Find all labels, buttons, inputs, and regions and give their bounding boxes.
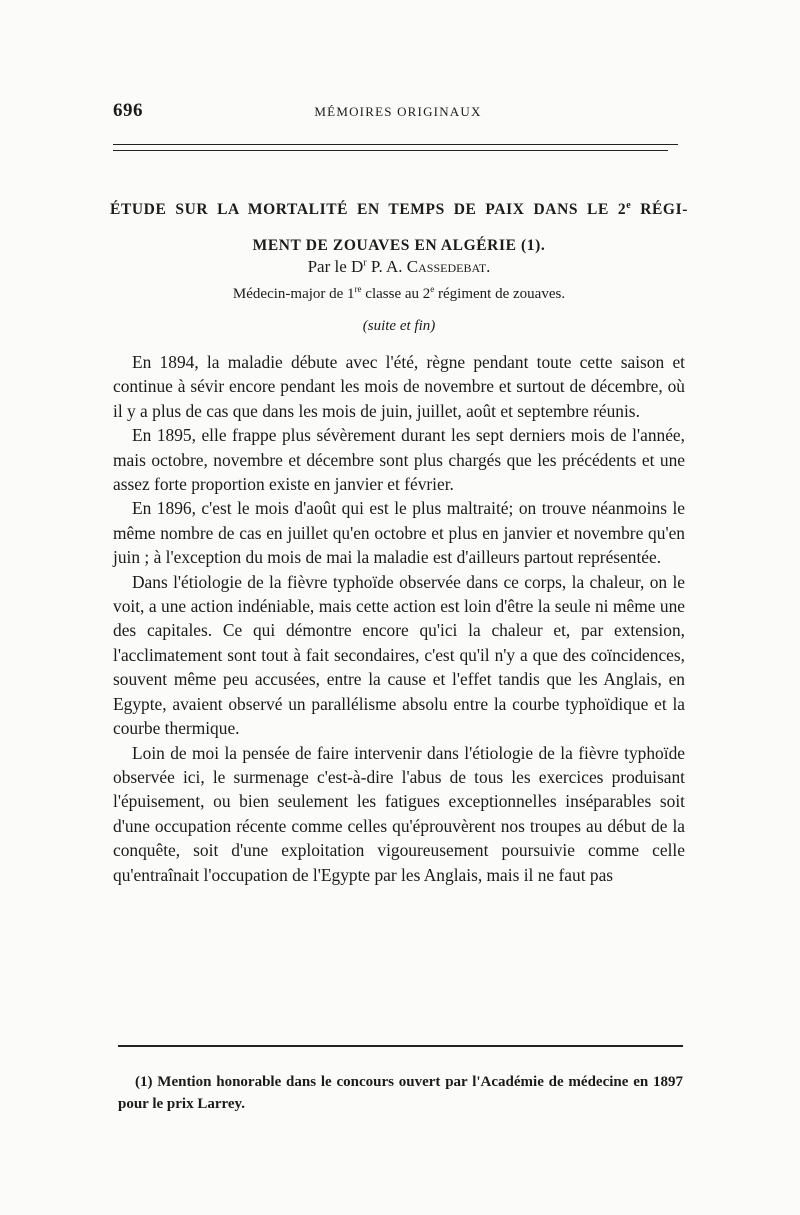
footnote: (1) Mention honorable dans le concours ouvert par l'Académie de médecine en 1897 pour le prix Larrey. [118,1074,683,1112]
author-affiliation: Médecin-major de 1re classe au 2e régiment de zouaves. [232,284,566,302]
paragraph: En 1894, la maladie débute avec l'été, règne pendant toute cette saison et continue à sévir encore pendant les mois de novembre et surtout de décembre, où il y a plus de cas que dans les mois de juin, juillet, août et septembre réunis. [113,352,685,421]
paragraph: En 1895, elle frappe plus sévèrement durant les sept derniers mois de l'année, mais octobre, novembre et décembre sont plus chargés que les précédents et une assez forte proportion existe en janvier et février. [113,425,685,495]
paragraph: Loin de moi la pensée de faire intervenir dans l'étiologie de la fièvre typhoïde observée ici, le surmenage c'est-à-dire l'abus de tous les exercices produisant l'épuisement, ou bien seulement les fatigues exceptionnelles inséparables soit d'une occupation récente comme celles qu'éprouvèrent nos troupes au début de la conquête, soit d'une exploitation vigoureusement poursuivie comme celle qu'entraînait l'occupation de l'Egypte par les Anglais, mais il ne faut pas [113,742,685,885]
author-name: P. A. Cassedebat. [370,257,491,276]
header-rule-bottom [113,150,668,151]
title-note-ref: (1). [521,237,546,255]
author-byline: Par le $D^r$ P. A. Cassedebat. [307,257,491,276]
page-number: 696 [113,100,143,121]
continuation-note: (suite et fin) [362,318,436,334]
running-title: MÉMOIRES ORIGINAUX [314,104,482,119]
header-rule-top [113,144,678,145]
paragraph: Dans l'étiologie de la fièvre typhoïde observée dans ce corps, la chaleur, on le voit, a une action indéniable, mais cette action est loin d'être la seule ni même une des capitales. Ce qui démontre encore qu'ici la chaleur et, par extension, l'acclimatement sont tout à fait secondaires, c'est qu'il n'y a que des coïncidences, souvent même peu accusées, entre la cause et l'effet tandis que les Anglais, en Egypte, avaient observé un parallélisme absolu entre la courbe typhoïdique et la courbe thermique. [113,571,685,739]
article-title-line-1: ÉTUDE SUR LA MORTALITÉ EN TEMPS DE PAIX DANS LE 2e RÉGI- [110,200,688,219]
body-text [113,350,685,887]
title-superscript: e [626,200,632,211]
footnote-rule [118,1045,683,1047]
article-title-line-2: MENT DE ZOUAVES EN ALGÉRIE (1). [252,237,546,255]
paragraph: En 1896, c'est le mois d'août qui est le plus maltraité; on trouve néanmoins le même nombre de cas en juillet qu'en octobre et plus en janvier et novembre qu'en juin ; à l'exception du mois de mai la maladie est d'ailleurs partout représentée. [113,498,685,568]
running-head [113,100,683,124]
article-title [110,188,688,264]
